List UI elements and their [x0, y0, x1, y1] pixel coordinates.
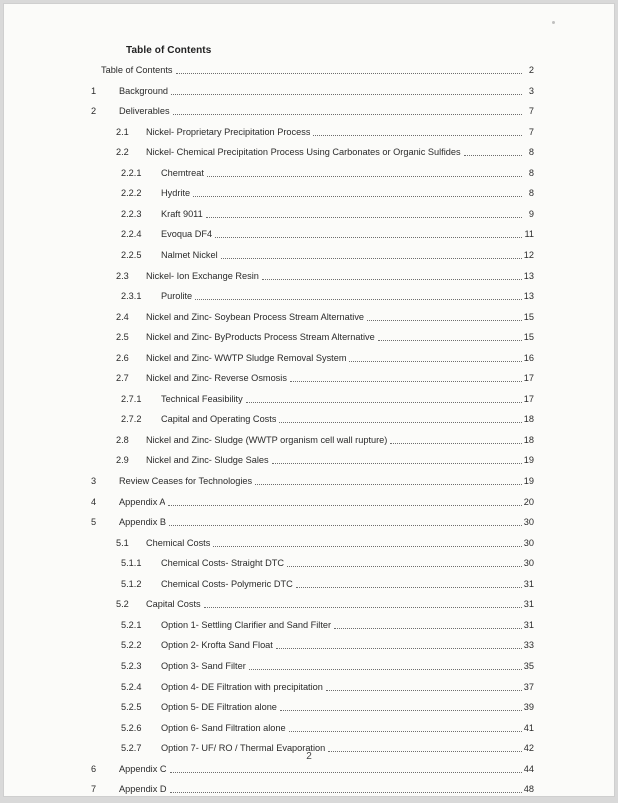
toc-dot-leader: [313, 134, 522, 136]
toc-entry-number: 5.2.7: [121, 743, 142, 754]
toc-entry-number: 5: [91, 517, 97, 528]
toc-entry[interactable]: [121, 289, 534, 303]
toc-dot-leader: [171, 93, 522, 95]
toc-entry-number: 4: [91, 496, 97, 507]
toc-entry[interactable]: [91, 495, 534, 509]
toc-entry-text: Nickel and Zinc- Sludge Sales: [146, 455, 269, 466]
toc-entry-text: Option 2- Krofta Sand Float: [161, 640, 273, 651]
toc-entry-text: Nickel- Ion Exchange Resin: [146, 270, 259, 281]
footer-page-number: 2: [306, 751, 312, 762]
toc-entry-page: 8: [528, 188, 534, 199]
toc-entry-page: 30: [523, 558, 534, 569]
toc-entry[interactable]: [116, 269, 534, 283]
toc-entry-text: Nickel and Zinc- ByProducts Process Stream Alternative: [146, 332, 375, 343]
toc-entry-number: 2.2.5: [121, 249, 142, 260]
toc-dot-leader: [221, 257, 522, 259]
toc-dot-leader: [246, 401, 522, 403]
toc-entry-number: 2.6: [116, 352, 129, 363]
toc-entry-page: 35: [523, 660, 534, 671]
toc-entry-text: Chemtreat: [161, 167, 204, 178]
toc-entry[interactable]: [116, 145, 534, 159]
toc-entry-page: 12: [523, 249, 534, 260]
toc-entry-number: 2.7.2: [121, 414, 142, 425]
toc-entry-number: 3: [91, 476, 97, 486]
toc-entry-page: 7: [528, 126, 534, 137]
toc-dot-leader: [367, 319, 522, 321]
toc-dot-leader: [204, 606, 522, 608]
toc-dot-leader: [296, 586, 522, 588]
toc-dot-leader: [193, 195, 522, 197]
toc-entry-text: Purolite: [161, 291, 193, 302]
toc-entry-page: 42: [523, 743, 534, 754]
toc-entry[interactable]: [121, 227, 534, 241]
toc-entry-text: Appendix C: [119, 763, 167, 774]
toc-entry-page: 9: [528, 208, 534, 219]
toc-entry-page: 18: [523, 414, 534, 425]
toc-entry-text: Evoqua DF4: [161, 229, 213, 240]
toc-entry-number: 2.3: [116, 270, 129, 281]
toc-entry-text: Option 7- UF/ RO / Thermal Evaporation: [161, 743, 326, 754]
toc-entry-number: 2.2.3: [121, 208, 142, 219]
toc-entry[interactable]: [116, 453, 534, 467]
toc-entry-text: Capital Costs: [146, 599, 201, 610]
toc-entry-number: 2.4: [116, 311, 129, 322]
toc-entry[interactable]: [121, 392, 534, 406]
toc-entry-text: Option 3- Sand Filter: [161, 660, 246, 671]
scan-speck: [552, 21, 555, 24]
toc-dot-leader: [170, 791, 522, 793]
toc-entry-text: Capital and Operating Costs: [161, 414, 277, 425]
toc-entry-page: 31: [523, 619, 534, 630]
toc-entry-page: 2: [528, 65, 534, 75]
toc-entry-number: 2.7.1: [121, 393, 142, 404]
toc-dot-leader: [169, 524, 522, 526]
toc-entry[interactable]: [116, 351, 534, 365]
toc-entry-text: Technical Feasibility: [161, 393, 243, 404]
toc-entry[interactable]: [121, 577, 534, 591]
toc-dot-leader: [170, 771, 522, 773]
toc-entry-page: 17: [523, 373, 534, 384]
toc-entry[interactable]: [121, 186, 534, 200]
toc-dot-leader: [289, 730, 522, 732]
toc-entry-number: 2.2.1: [121, 167, 142, 178]
toc-entry-text: Appendix A: [119, 496, 166, 507]
toc-entry-page: 13: [523, 270, 534, 281]
toc-entry-page: 30: [523, 517, 534, 528]
toc-entry[interactable]: [91, 84, 534, 98]
toc-dot-leader: [378, 339, 522, 341]
toc-entry-page: 30: [523, 537, 534, 548]
toc-entry-text: Appendix B: [119, 517, 166, 528]
toc-entry[interactable]: [116, 330, 534, 344]
toc-entry-number: 2: [91, 106, 97, 117]
toc-entry-text: Option 6- Sand Filtration alone: [161, 722, 286, 733]
toc-entry[interactable]: [91, 515, 534, 529]
toc-entry[interactable]: [116, 125, 534, 139]
toc-entry-text: Nalmet Nickel: [161, 249, 218, 260]
toc-entry[interactable]: [116, 433, 534, 447]
toc-entry[interactable]: [121, 556, 534, 570]
toc-entry-number: 6: [91, 763, 97, 774]
toc-entry-number: 5.2.4: [121, 681, 142, 692]
toc-entry-page: 31: [523, 578, 534, 589]
toc-entry[interactable]: [91, 762, 534, 776]
toc-entry-page: 11: [524, 229, 534, 240]
toc-entry-number: 5.2.3: [121, 660, 142, 671]
toc-entry-text: Option 5- DE Filtration alone: [161, 702, 277, 713]
toc-entry[interactable]: [116, 371, 534, 385]
toc-entry-number: 5.1.1: [121, 558, 142, 569]
toc-entry-page: 33: [523, 640, 534, 651]
toc-title: Table of Contents: [126, 45, 212, 56]
toc-entry-page: 37: [523, 681, 534, 692]
toc-entry-page: 8: [528, 147, 534, 158]
toc-entry-page: 44: [523, 763, 534, 774]
toc-entry-page: 17: [523, 393, 534, 404]
toc-entry-text: Background: [119, 85, 169, 96]
toc-entry-number: 2.2.4: [121, 229, 142, 240]
toc-entry-number: 1: [91, 85, 97, 96]
toc-entry-page: 48: [523, 784, 534, 795]
toc-entry-page: 16: [523, 352, 534, 363]
toc-entry[interactable]: [121, 412, 534, 426]
toc-entry-text: Chemical Costs- Polymeric DTC: [161, 578, 293, 589]
toc-entry[interactable]: [121, 248, 534, 262]
toc-entry[interactable]: [116, 536, 534, 550]
toc-dot-leader: [390, 442, 521, 444]
toc-entry-number: 5.1.2: [121, 578, 142, 589]
toc-entry-text: Chemical Costs- Straight DTC: [161, 558, 285, 569]
toc-entry-page: 8: [528, 167, 534, 178]
toc-dot-leader: [326, 689, 522, 691]
toc-entry-text: Appendix D: [119, 784, 167, 795]
document-page: [3, 3, 615, 797]
toc-entry-page: 41: [523, 722, 534, 733]
toc-entry-page: 15: [523, 332, 534, 343]
toc-entry-number: 2.2: [116, 147, 129, 158]
toc-dot-leader: [215, 236, 522, 238]
toc-entry[interactable]: [116, 310, 534, 324]
toc-entry-page: 19: [523, 476, 534, 486]
toc-entry[interactable]: [91, 782, 534, 796]
toc-dot-leader: [176, 72, 522, 74]
toc-dot-leader: [206, 216, 522, 218]
toc-entry[interactable]: [121, 638, 534, 652]
toc-entry-text: Review Ceases for Technologies: [119, 476, 253, 486]
toc-dot-leader: [290, 380, 522, 382]
toc-entry-number: 5.2.5: [121, 702, 142, 713]
toc-dot-leader: [255, 483, 522, 485]
toc-dot-leader: [279, 421, 521, 423]
toc-entry[interactable]: [101, 63, 534, 77]
toc-entry-number: 2.5: [116, 332, 129, 343]
toc-dot-leader: [334, 627, 522, 629]
toc-dot-leader: [173, 113, 522, 115]
toc-entry-number: 5.2.2: [121, 640, 142, 651]
toc-entry-text: Kraft 9011: [161, 208, 203, 219]
toc-entry-number: 7: [91, 784, 97, 795]
toc-entry-number: 5.2.1: [121, 619, 142, 630]
toc-entry-text: Nickel- Chemical Precipitation Process Using Carbonates or Organic Sulfides: [146, 147, 461, 158]
toc-entry-number: 2.9: [116, 455, 129, 466]
toc-entry[interactable]: [121, 166, 534, 180]
toc-dot-leader: [249, 668, 522, 670]
toc-entry-number: 2.1: [116, 126, 129, 137]
toc-entry[interactable]: [121, 618, 534, 632]
toc-entry[interactable]: [91, 474, 534, 488]
toc-entry-page: 13: [523, 291, 534, 302]
toc-dot-leader: [464, 154, 522, 156]
toc-entry-number: 5.2: [116, 599, 129, 610]
toc-entry-page: 7: [528, 106, 534, 117]
toc-entry-number: 5.2.6: [121, 722, 142, 733]
toc-dot-leader: [168, 504, 521, 506]
toc-entry-number: 2.8: [116, 434, 129, 445]
toc-dot-leader: [276, 647, 522, 649]
toc-entry-page: 3: [528, 85, 534, 96]
toc-entry-text: Nickel and Zinc- WWTP Sludge Removal System: [146, 352, 347, 363]
toc-entry-text: Nickel and Zinc- Soybean Process Stream Alternative: [146, 311, 365, 322]
toc-entry-text: Nickel and Zinc- Reverse Osmosis: [146, 373, 287, 384]
toc-entry-page: 39: [523, 702, 534, 713]
toc-entry-page: 15: [523, 311, 534, 322]
toc-entry-page: 31: [523, 599, 534, 610]
toc-dot-leader: [195, 298, 522, 300]
toc-entry[interactable]: [121, 700, 534, 714]
toc-entry[interactable]: [121, 680, 534, 694]
toc-entry-text: Table of Contents: [101, 65, 173, 75]
toc-entry-number: 2.7: [116, 373, 129, 384]
toc-entry-page: 20: [523, 496, 534, 507]
toc-entry-text: Nickel- Proprietary Precipitation Process: [146, 126, 311, 137]
toc-dot-leader: [287, 565, 522, 567]
toc-dot-leader: [272, 462, 522, 464]
toc-dot-leader: [207, 175, 522, 177]
toc-entry[interactable]: [121, 659, 534, 673]
toc-entry[interactable]: [116, 597, 534, 611]
toc-entry-number: 5.1: [116, 537, 129, 548]
toc-entry-text: Option 1- Settling Clarifier and Sand Filter: [161, 619, 332, 630]
toc-dot-leader: [349, 360, 521, 362]
toc-dot-leader: [280, 709, 522, 711]
toc-entry-text: Deliverables: [119, 106, 170, 117]
toc-dot-leader: [262, 278, 522, 280]
toc-entry[interactable]: [91, 104, 534, 118]
toc-entry[interactable]: [121, 207, 534, 221]
toc-entry-number: 2.2.2: [121, 188, 142, 199]
toc-entry[interactable]: [121, 721, 534, 735]
toc-entry-text: Chemical Costs: [146, 537, 211, 548]
toc-entry-text: Nickel and Zinc- Sludge (WWTP organism cell wall rupture): [146, 434, 388, 445]
toc-entry-text: Hydrite: [161, 188, 191, 199]
toc-entry-text: Option 4- DE Filtration with precipitation: [161, 681, 323, 692]
toc-dot-leader: [213, 545, 521, 547]
toc-entry-page: 19: [523, 455, 534, 466]
toc-entry-number: 2.3.1: [121, 291, 142, 302]
toc-entry-page: 18: [523, 434, 534, 445]
